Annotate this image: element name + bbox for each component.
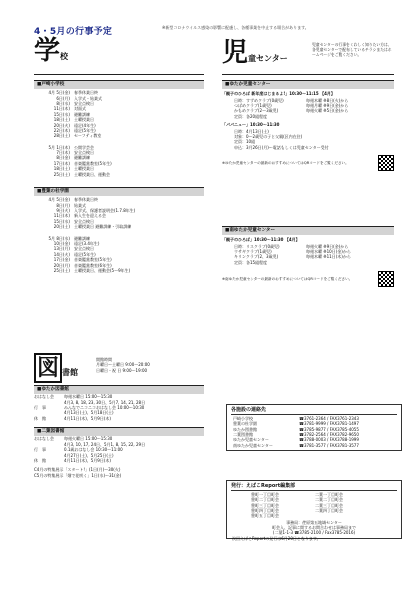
- schedule-date: 5月 8日(水): [48, 235, 70, 241]
- library-row-value: 毎週水曜日 15:00〜15:30: [64, 394, 113, 400]
- event-row-label: ウサギクラブ(1歳児): [234, 248, 272, 254]
- schedule-date: 8日(金): [56, 155, 70, 161]
- event-row-label: 日時：リスクラブ(0歳児): [234, 243, 280, 249]
- contact-facility: 豊葉の杜学園: [233, 421, 257, 427]
- schedule-event: 新入生を迎える会: [74, 213, 106, 219]
- qr-block: [222, 155, 394, 171]
- schedule-event: 安全点検日: [74, 218, 94, 224]
- library-sub: 書館: [62, 368, 79, 377]
- center-heading: [222, 40, 288, 66]
- event-title: 「親子のひろば」10:30〜11:30 【4月】: [222, 237, 300, 243]
- library-row-value: 4月13日(土)、5月18日(土): [64, 410, 114, 416]
- schedule-date: 18日(土): [53, 117, 70, 123]
- schedule-event: 始業式: [74, 202, 86, 208]
- schedule-date: 10日(金): [53, 240, 70, 246]
- schedule-event: 公開学芸会: [74, 144, 94, 150]
- schedule-date: 20日(土): [53, 224, 70, 230]
- schedule-date: 9日(火): [56, 208, 70, 214]
- publisher-table: [249, 492, 345, 519]
- qr-footnote: ※ゆたか児童センターの最新のおすすめについてはQRコードをご覧ください。: [222, 160, 349, 165]
- schedule-event: 遠足(4年生): [74, 122, 96, 128]
- member-name: 豊町五丁目町会: [251, 513, 279, 519]
- schedule-group: [34, 90, 204, 139]
- qr-code-icon[interactable]: [378, 155, 394, 171]
- schedule-event: 入学式、保護者説明会(1.7.8年生): [74, 208, 136, 214]
- page-title: 4・5月の行事予定: [34, 27, 113, 37]
- schedule-row: [34, 268, 204, 273]
- member-row: [249, 513, 345, 518]
- library-row-value: 4月11日(木)、5月9日(木): [64, 415, 111, 421]
- schedule-event: 土曜授業日、運動会: [74, 171, 110, 177]
- contact-phone: ☎3782-2564 / FAX3782-9650: [299, 431, 359, 437]
- center-sub: 童センター: [248, 54, 288, 63]
- contact-facility: ゆたか図書館: [233, 426, 257, 432]
- schedule-date: 18日(土): [53, 166, 70, 172]
- library-hours-holiday: 日曜日・祝 日 9:00〜19:00: [96, 367, 148, 373]
- schedule-date: 22日(木): [53, 127, 70, 133]
- schedule-event: 対面式: [74, 106, 86, 112]
- event-row-label: つばめクラブ(1歳児): [234, 102, 272, 108]
- schedule-date: 8日(水): [56, 100, 70, 106]
- schedule-date: 17日(木): [53, 160, 70, 166]
- schedule-date: 11日(木): [53, 106, 70, 112]
- event-row-text: 申込：3月26日(月)〜電話もしくは児童センター受付: [234, 144, 329, 150]
- library-row-value: 4月27日(土)、5月25日(土): [64, 452, 114, 458]
- school-big-char: 学: [34, 36, 61, 66]
- school-sections: [34, 80, 204, 273]
- library-sections: [34, 385, 204, 478]
- schedule-event: 安全点検日: [74, 246, 94, 252]
- section-bar: ■戸崎小学校: [34, 80, 204, 89]
- schedule-group: [34, 197, 204, 229]
- library-row-label: 休 館: [34, 457, 46, 463]
- schedule-row: [34, 133, 204, 138]
- event-note: 定員：各20組程度: [234, 113, 268, 119]
- schedule-event: 土曜授業日: [74, 117, 94, 123]
- schedule-event: 土曜授業日、運動会(5〜9年生): [74, 267, 131, 273]
- event-title: 「パパニュー」10:30〜11:30: [222, 122, 280, 128]
- schedule-date: 5月 1日(木): [48, 144, 70, 150]
- library-hours-weekday: 月曜日〜土曜日 9:00〜20:00: [96, 362, 150, 368]
- library-row-label: おはなし会: [34, 394, 54, 400]
- schedule-date: 17日(金): [53, 257, 70, 263]
- school-heading: [34, 38, 68, 64]
- publisher-office-tel: (二葉1-1-3 ☎3785-2100 / Fax3785-2016): [272, 530, 356, 536]
- contact-phone: ☎3761-2364 / FAX3761-2343: [299, 415, 359, 421]
- library-row-label: 行 事: [34, 404, 46, 410]
- contacts-box: [226, 404, 402, 451]
- library-section: [34, 427, 204, 463]
- library-row-value: みんなでニコニコおはなし会 10:00〜10:30: [64, 404, 145, 410]
- schedule-date: 20日(月): [53, 262, 70, 268]
- contact-phone: ☎3788-0003 / FAX3788-1999: [299, 437, 359, 443]
- schedule-event: 遠足(5年生): [74, 251, 96, 257]
- event-row-label: 日時：すずめクラブ(0歳児): [234, 97, 284, 103]
- schedule-event: セーフティ教室: [74, 133, 102, 139]
- library-section: [34, 385, 204, 421]
- schedule-event: 春季休業日終: [74, 90, 98, 96]
- schedule-date: 8日(月): [56, 202, 70, 208]
- member-name: [313, 513, 345, 518]
- event-row-text: 日時：4月13日(土): [234, 128, 269, 134]
- event-row-text: 定員：10組: [234, 139, 256, 145]
- schedule-event: 避難訓練: [74, 155, 90, 161]
- contacts-title: 各施設の連絡先: [231, 407, 397, 415]
- divider: [222, 74, 394, 75]
- library-big-char: 図: [34, 353, 62, 383]
- member-name: 豊町一丁目町会: [251, 491, 279, 497]
- contact-facility: 二葉図書館: [233, 431, 253, 437]
- library-hours-title: 開館時間: [96, 357, 112, 362]
- schedule-date: 13日(月): [53, 246, 70, 252]
- schedule-event: 春季休業日終: [74, 197, 98, 203]
- library-row-value: 4月3, 10, 17, 24日、5月1, 8, 15, 22, 29日: [64, 441, 146, 447]
- schedule-date: 28日(土): [53, 133, 70, 139]
- schedule-event: 遠足(3.4年生): [74, 240, 100, 246]
- event-title: 「親子のひろば 新年度はじまるよ!」10:30〜11:15 【4月】: [222, 91, 335, 97]
- library-hours: [96, 357, 206, 373]
- library-row-value: 0.1歳おはなし会 10:30〜11:00: [64, 447, 123, 453]
- event-row-value: 毎週木曜 ※8日(火)から: [306, 97, 349, 103]
- member-name: 二葉四丁目町会: [315, 507, 343, 513]
- event-row-value: 毎週木曜 ※11日(木)から: [306, 254, 351, 260]
- member-name: 豊町二丁目町会: [251, 497, 279, 503]
- schedule-event: 避難訓練: [74, 235, 90, 241]
- member-name: 二葉一丁目町会: [315, 491, 343, 497]
- publisher-box: [226, 480, 402, 539]
- event-rows: [222, 98, 394, 114]
- schedule-date: 15日(水): [53, 218, 70, 224]
- schedule-date: 15日(水): [53, 111, 70, 117]
- schedule-event: 音楽鑑賞教室(5年生): [74, 160, 112, 166]
- library-row-value: 毎週火曜日 15:00〜15:30: [64, 436, 113, 442]
- center-section-1: [222, 80, 394, 171]
- contact-phone: ☎3785-9877 / FAX3785-4055: [299, 426, 359, 432]
- event-row-text: 対象：0〜2歳児の子と父親(区内在住): [234, 133, 303, 139]
- contact-phone: ☎3781-3577 / FAX3781-3577: [299, 442, 359, 448]
- library-row: [34, 416, 204, 421]
- section-bar: ■二葉図書館: [34, 427, 204, 436]
- school-sub: 校: [60, 52, 69, 61]
- event-row-label: キリンクラブ(2、3歳児): [234, 254, 279, 260]
- schedule-event: 避難訓練: [74, 111, 90, 117]
- event-row-value: 毎週月曜 ※9日(金)から: [306, 102, 349, 108]
- schedule-event: 音楽鑑賞教室(6年生): [74, 262, 112, 268]
- qr-footnote: ※南ゆたか児童センターの最新のおすすめについてはQRコードをご覧ください。: [222, 276, 353, 281]
- schedule-date: 25日(土): [53, 267, 70, 273]
- member-name: 二葉二丁目町会: [315, 497, 343, 503]
- event-rows: [222, 244, 394, 260]
- qr-code-icon[interactable]: [378, 271, 394, 287]
- event-row-value: 毎週火曜 ※5日(金)から: [306, 108, 349, 114]
- school-section: [34, 187, 204, 273]
- center-big-char: 児: [222, 38, 249, 68]
- event-row-value: 毎週火曜 ※9日(金)から: [306, 243, 349, 249]
- member-name: 二葉三丁目町会: [315, 502, 343, 508]
- contact-phone: ☎3781-9999 / FAX3781-1497: [299, 421, 359, 427]
- library-note: C5月の特集展示「畑で花咲く」1日(水)〜31(金): [34, 472, 122, 478]
- section-bar: ■ゆたか図書館: [34, 385, 204, 394]
- library-heading: [34, 357, 78, 379]
- event-rows: [222, 129, 394, 151]
- schedule-event: 入学式・始業式: [74, 95, 102, 101]
- library-row-label: 休 館: [34, 415, 46, 421]
- schedule-date: 14日(火): [53, 251, 70, 257]
- schedule-date: 11日(木): [53, 213, 70, 219]
- publisher-title: 発行：えばこReport編集部: [231, 483, 397, 491]
- contact-facility: 南ゆたか児童センター: [233, 442, 273, 448]
- schedule-date: 6日(月): [56, 95, 70, 101]
- member-name: 豊町四丁目町会: [251, 507, 279, 513]
- section-bar: ■豊葉の杜学園: [34, 187, 204, 196]
- schedule-row: [34, 224, 204, 229]
- library-row: [34, 458, 204, 463]
- publisher-office: 事務局：荏原第五地域センター: [286, 519, 342, 525]
- publisher-office-note: 町会入、記事に関するお問合わせは事務局まで: [272, 525, 356, 531]
- schedule-event: 遠足(5年生): [74, 127, 96, 133]
- schedule-event: 音楽鑑賞教室(5年生): [74, 257, 112, 263]
- contact-row: [231, 443, 361, 448]
- contacts-table: [231, 416, 361, 448]
- schedule-date: 25日(土): [53, 171, 70, 177]
- schedule-group: [34, 145, 204, 177]
- school-section: [34, 80, 204, 177]
- library-row-label: おはなし会: [34, 436, 54, 442]
- schedule-event: 安全点検日: [74, 100, 94, 106]
- event-row-value: 毎週水曜 ※10日(金)から: [306, 248, 351, 254]
- schedule-event: 土曜授業日 避難訓練・引取訓練: [74, 224, 132, 230]
- contact-facility: 戸崎小学校: [233, 415, 253, 421]
- event-row-label: かもめクラブ(2〜3歳児): [234, 108, 279, 114]
- section-bar: ■南ゆたか児童センター: [222, 226, 394, 235]
- next-issue: 次回えばこReportの発行は6月20日となります。: [232, 536, 321, 541]
- library-row-value: 4月3, 8, 18, 23, 30日、5月7, 14, 21, 28日: [64, 399, 146, 405]
- schedule-date: 20日(火): [53, 122, 70, 128]
- schedule-event: 安全点検日: [74, 150, 94, 156]
- library-note: C4月の特集展示「スタート!」(1日(月)〜30(火): [34, 467, 121, 473]
- divider: [34, 74, 204, 75]
- event-note: 定員：各15組程度: [234, 259, 268, 265]
- center-intro: 児童センターの行事をくわしく知りたい方は、各児童センターで配布しているチラシまたはホームページをご覧ください。: [312, 42, 392, 58]
- center-section-2: [222, 226, 394, 287]
- member-name: 豊町三丁目町会: [251, 502, 279, 508]
- library-row-value: 4月11日(木)、5月9日(木): [64, 457, 111, 463]
- schedule-date: 4月 5日(金): [48, 90, 70, 96]
- schedule-group: [34, 236, 204, 274]
- event-row: [234, 145, 394, 150]
- notice-text: ※新型コロナウイルス感染の影響に配慮し、各種事業を中止する場合があります。: [162, 25, 309, 30]
- library-row-label: 行 事: [34, 447, 46, 453]
- section-bar: ■ゆたか児童センター: [222, 80, 394, 89]
- schedule-event: 土曜授業日: [74, 166, 94, 172]
- contact-facility: ゆたか児童センター: [233, 437, 269, 443]
- library-notes: [34, 467, 204, 478]
- schedule-date: 4月 5日(金): [48, 197, 70, 203]
- schedule-row: [34, 172, 204, 177]
- qr-block: [222, 271, 394, 287]
- schedule-date: 7日(木): [56, 150, 70, 156]
